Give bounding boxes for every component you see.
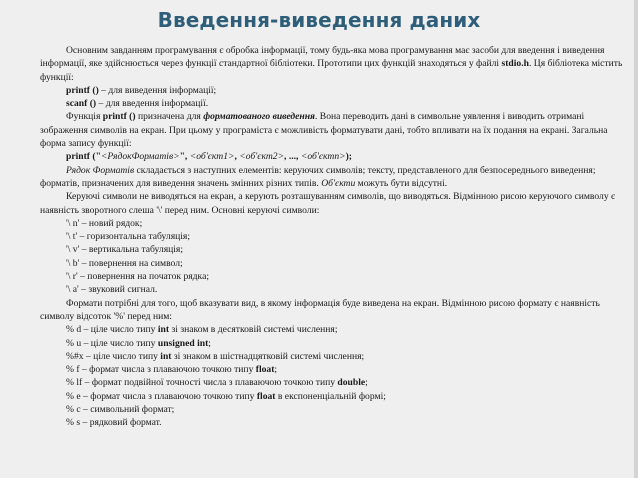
- syntax-part: printf (": [66, 151, 101, 163]
- function-desc: – для виведення інформації;: [98, 84, 217, 96]
- format-text: % lf – формат подвійної точності числа з плаваючою точкою типу: [66, 377, 338, 389]
- syntax-object: <об'єктn>: [300, 151, 346, 163]
- escape-item: '\ b' – повернення на символ;: [66, 257, 183, 269]
- stdio-file-name: stdio.h: [501, 58, 529, 70]
- escape-item: '\ n' – новий рядок;: [66, 217, 143, 229]
- format-item: [40, 390, 626, 403]
- intro-text: Основним завданням програмування є обробка інформації, тому будь-яка мова програмування має засоби для введення і виведення інформації, яке здійснюється через функції стандартної бібліотеки. Прототипи цих функцій знаходяться у файлі: [40, 45, 605, 70]
- format-item: [40, 363, 626, 376]
- paragraph-printf: [40, 110, 626, 150]
- format-text: % u – ціле число типу: [66, 337, 158, 349]
- paragraph-format-string: [40, 164, 626, 191]
- format-text: %#x – ціле число типу: [66, 350, 161, 362]
- function-name: printf (): [102, 111, 136, 123]
- format-text: ;: [274, 364, 278, 376]
- slide-body: [40, 44, 626, 430]
- format-type: int: [157, 324, 170, 336]
- format-item: [40, 403, 626, 416]
- term-format-string: Рядок Форматів: [66, 164, 135, 176]
- text: . Вона переводить дані в символьне уявлення і виводить отримані зображення символів на екран. При цьому у програміста є можливість форматувати дані, тобто впливати на їх подання на екрані. Загальна форма запису функції:: [40, 111, 608, 150]
- syntax-object: <об'єкт1>: [189, 151, 235, 163]
- format-type: unsigned int: [157, 337, 209, 349]
- format-item: [40, 416, 626, 429]
- syntax-part: ,: [234, 151, 240, 163]
- format-item: [40, 323, 626, 336]
- intro-text-end: . Ця бібліотека містить функції:: [40, 58, 623, 83]
- paragraph-intro: [40, 44, 626, 84]
- format-text: % c – символьний формат;: [66, 404, 175, 416]
- format-type: int: [160, 350, 172, 362]
- slide-edge-bar: [634, 0, 638, 478]
- function-desc: – для введення інформації.: [96, 98, 209, 110]
- text: призначена для: [135, 111, 204, 123]
- format-text: % d – ціле число типу: [66, 324, 158, 336]
- escape-item: '\ v' – вертикальна табуляція;: [66, 244, 183, 256]
- term-formatted-output: форматованого виведення: [203, 111, 315, 123]
- format-type: float: [255, 364, 275, 376]
- function-scanf-item: [40, 97, 626, 110]
- format-text: % e – формат числа з плаваючою точкою типу: [66, 390, 257, 402]
- text: можуть бути відсутні.: [355, 177, 448, 189]
- function-printf-item: [40, 84, 626, 97]
- format-item: [40, 337, 626, 350]
- format-text: ;: [208, 337, 211, 349]
- paragraph-formats: Формати потрібні для того, щоб вказувати вид, в якому інформація буде виведена на екран. Відмінною рисою формату є наявність символу відсоток '%' перед ним:: [40, 297, 600, 322]
- syntax-part: , ...,: [284, 151, 301, 163]
- function-name: printf (): [66, 84, 99, 96]
- format-text: % f – формат числа з плаваючою точкою типу: [66, 364, 256, 376]
- function-name: scanf (): [66, 98, 97, 110]
- format-text: % s – рядковий формат.: [66, 417, 162, 429]
- syntax-object: <об'єкт2>: [239, 151, 285, 163]
- format-text: зі знаком в десятковій системі числення;: [169, 324, 338, 336]
- format-text: зі знаком в шістнадцятковій системі числення;: [171, 350, 365, 362]
- format-type: float: [256, 390, 276, 402]
- format-item: [40, 350, 626, 363]
- text: складається з наступних елементів: керуючих символів; тексту, представленого для безпосереднього виведення; форматів, призначених для виведення значень змінних різних типів.: [40, 164, 596, 189]
- format-text: ;: [365, 377, 368, 389]
- format-type: double: [337, 377, 366, 389]
- syntax-part: ",: [179, 151, 190, 163]
- term-objects: Об'єкти: [321, 177, 356, 189]
- paragraph-control-chars: Керуючі символи не виводяться на екран, а керують розташуванням символів, що виводяться. Відмінною рисою керуючого символу є наявність зворотного слеша '\' перед ним. Основні керуючі символи:: [40, 191, 616, 216]
- printf-syntax: [40, 150, 626, 163]
- format-item: [40, 376, 626, 389]
- escape-item: '\ a' – звуковий сигнал.: [66, 284, 158, 296]
- slide-title: Введення-виведення даних: [157, 8, 481, 32]
- escape-item: '\ t' – горизонтальна табуляція;: [66, 231, 191, 243]
- escape-item: '\ r' – повернення на початок рядка;: [66, 271, 210, 283]
- format-text: в експоненціальній формі;: [275, 390, 386, 402]
- text: Функція: [66, 111, 103, 123]
- syntax-format-string: <РядокФорматів>: [100, 151, 180, 163]
- syntax-part: );: [345, 151, 352, 163]
